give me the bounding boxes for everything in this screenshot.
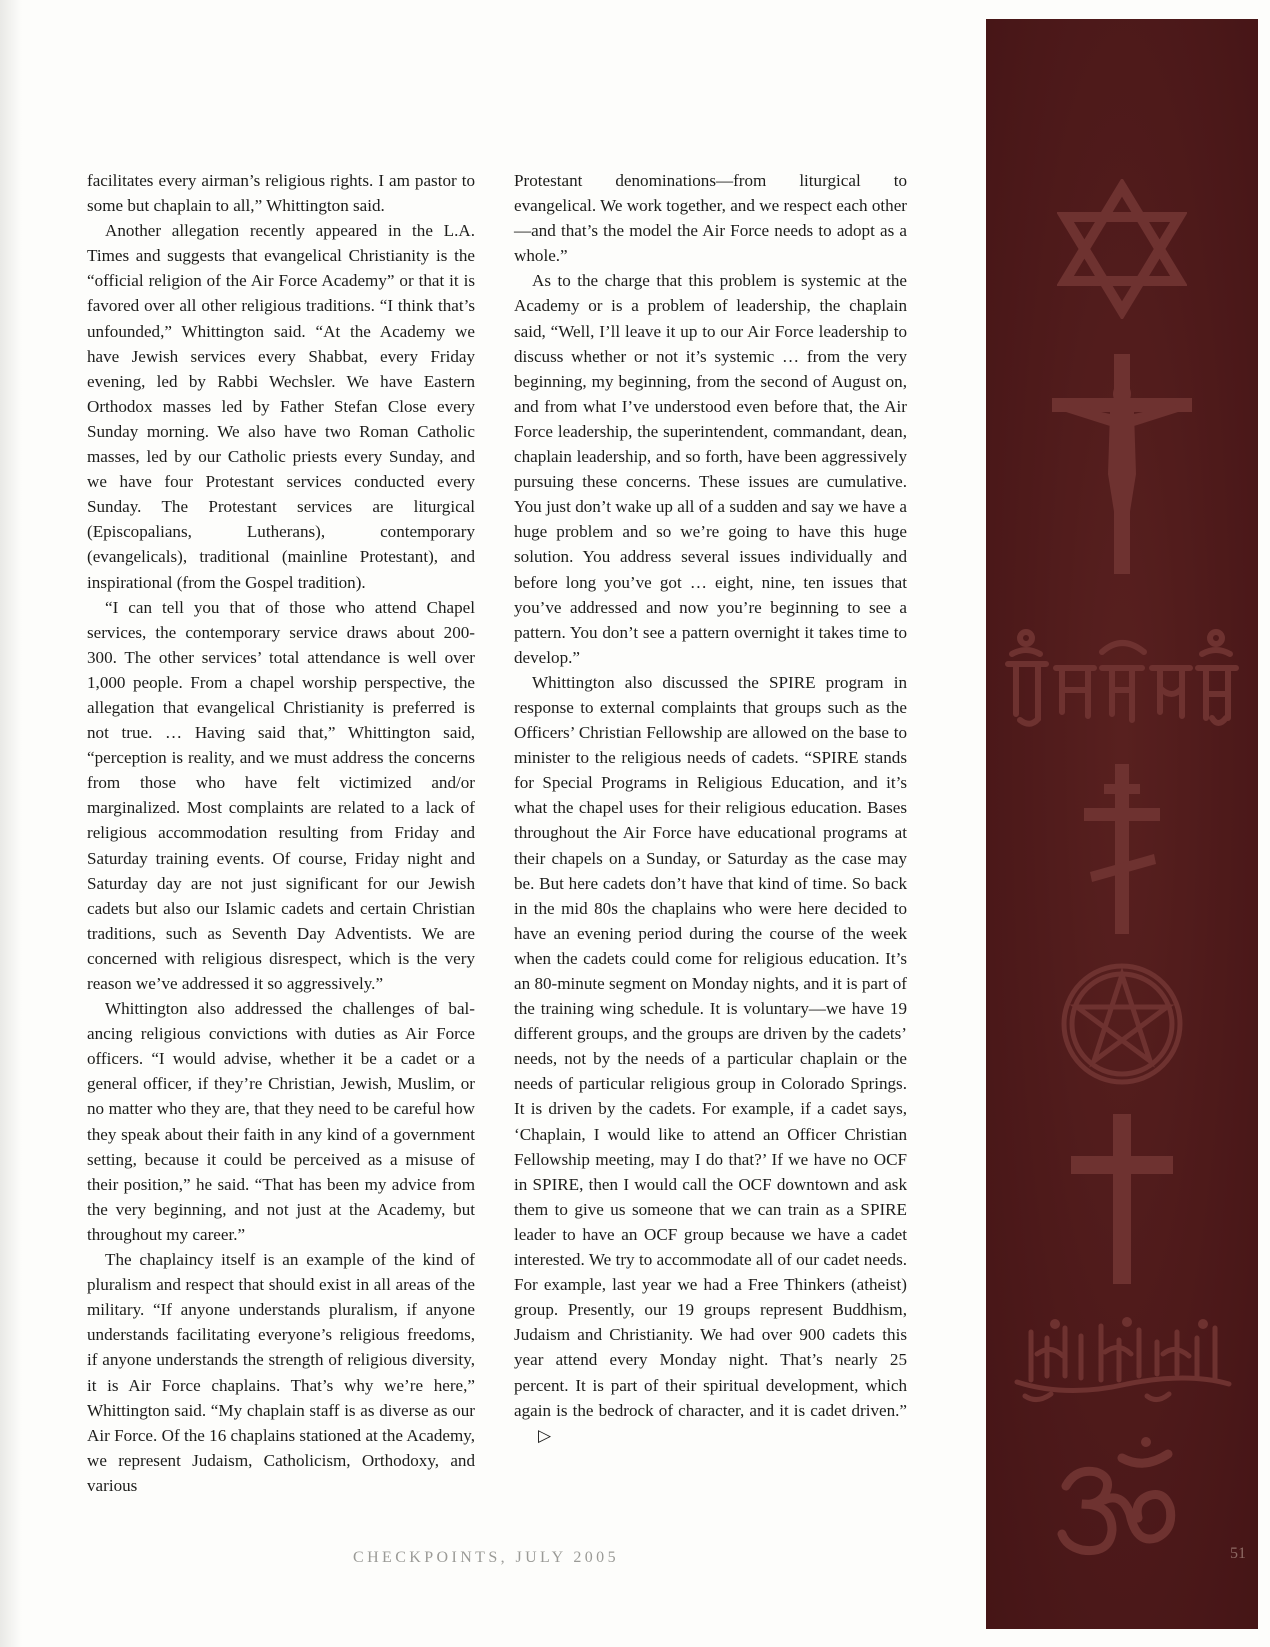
- religious-symbols-sidebar: [986, 19, 1258, 1629]
- article-column-right: [514, 168, 907, 1448]
- running-footer: CHECKPOINTS, JULY 2005: [353, 1549, 619, 1566]
- pentacle-icon: [986, 959, 1258, 1089]
- latin-cross-icon: [986, 1109, 1258, 1289]
- paragraph: The chaplaincy itself is an example of the kind of pluralism and respect that should exist in all areas of the military. “If anyone understands pluralism, if anyone understands facilitating everyone’s religious freedoms, if anyone understands the strength of religious diversity, it is Air Force chaplains. That’s why we’re here,” Whittington said. “My chaplain staff is as diverse as our Air Force. Of the 16 chaplains stationed at the Academy, we represent Judaism, Catholicism, Orthodoxy, and various: [87, 1250, 475, 1495]
- orthodox-cross-icon: [986, 764, 1258, 934]
- crucifix-icon: [986, 349, 1258, 579]
- tibetan-mantra-icon: [986, 619, 1258, 739]
- paragraph: “I can tell you that of those who attend Chapel services, the contemporary service draws about 200-300. The other services’ total attendance is well over 1,000 people. From a chapel worship perspective, the allegation that evangelical Christianity is preferred is not true. … Having said that,” Whittington said, “perception is reality, and we must address the concerns from those who have felt victimized and/or marginalized. Most complaints are related to a lack of religious accommodation resulting from Friday and Saturday training events. Of course, Friday night and Saturday day are not just significant for our Jewish cadets but also our Islamic cadets and certain Christian traditions, such as Seventh Day Adventists. We are concerned with religious disrespect, which is the very reason we’ve addressed it so aggressively.”: [87, 597, 475, 993]
- page-number: 51: [1230, 1545, 1246, 1562]
- paragraph: facilitates every airman’s religious rights. I am pastor to some but chaplain to all,” Whittington said.: [87, 171, 475, 216]
- article-column-left: [87, 168, 475, 1498]
- paragraph: Protestant denominations—from liturgical to evangelical. We work together, and we respect each other—and that’s the model the Air Force needs to adopt as a whole.”: [514, 171, 907, 266]
- paragraph: Another allegation recently appeared in the L.A. Times and suggests that evangelical Christianity is the “official religion of the Air Force Academy” or that it is favored over all other religious traditions. “I think that’s unfounded,” Whittington said. “At the Academy we have Jewish services every Shabbat, every Friday evening, led by Rabbi Wechsler. We have Eastern Orthodox masses led by Father Stefan Close every Sunday morning. We also have two Roman Catholic masses, led by our Catholic priests every Sunday, and we have four Protestant services conducted every Sunday. The Protestant services are liturgical (Episcopalians, Lutherans), contemporary (evangelicals), traditional (mainline Protestant), and inspirational (from the Gospel tradition).: [87, 221, 475, 592]
- paragraph-text: Whittington also discussed the SPIRE program in response to external complaints that groups such as the Officers’ Christian Fellowship are allowed on the base to minister to the religious needs of cadets. “SPIRE stands for Special Programs in Religious Education, and it’s what the chapel uses for their religious education. Bases throughout the Air Force have educational programs at their chapels on a Sunday, or Saturday as the case may be. But here cadets don’t have that kind of time. So back in the mid 80s the chaplains who were here decided to have an evening period during the course of the week when the cadets could come for religious education. It’s an 80-minute segment on Monday nights, and it is part of the training wing schedule. It is voluntary—we have 19 different groups, and the groups are driven by the cadets’ needs, not by the needs of a particular chaplain or the needs of particular religious group in Colorado Springs. It is driven by the cadets. For example, if a cadet says, ‘Chaplain, I would like to attend an Officer Christian Fellowship meeting, may I do that?’ If we have no OCF in SPIRE, then I would call the OCF downtown and ask them to give us someone that we can train as a SPIRE leader to have an OCF group because we have a cadet interested. We try to accommodate all of our cadet needs. For example, last year we had a Free Thinkers (atheist) group. Presently, our 19 groups represent Buddhism, Judaism and Christianity. We had over 900 cadets this year attend every Monday night. That’s nearly 25 percent. It is part of their spiritual development, which again is the bedrock of character, and it is cadet driven.”: [514, 672, 907, 1420]
- bismillah-calligraphy-icon: [986, 1309, 1258, 1409]
- star-of-david-icon: [986, 174, 1258, 324]
- end-of-article-icon: ▷: [538, 1425, 552, 1445]
- paragraph: Whittington also addressed the challenges of balancing religious convictions with duties as Air Force officers. “I would advise, whether it be a cadet or a general officer, if they’re Christian, Jewish, Muslim, or no matter who they are, that they need to be careful how they speak about their faith in any kind of a government setting, because it could be perceived as a misuse of their position,” he said. “That has been my advice from the very beginning, and not just at the Academy, but throughout my career.”: [87, 999, 475, 1244]
- scan-edge-shadow: [0, 0, 22, 1647]
- paragraph: As to the charge that this problem is systemic at the Academy or is a problem of leadership, the chaplain said, “Well, I’ll leave it up to our Air Force leadership to discuss whether or not it’s systemic … from the very beginning, my beginning, from the second of August on, and from what I’ve understood even before that, the Air Force leadership, the superintendent, commandant, dean, chaplain leadership, and so forth, have been aggressively pursuing these concerns. These issues are cumulative. You just don’t wake up all of a sudden and say we have a huge problem and so we’re going to have this huge solution. You address several issues individually and before long you’ve got … eight, nine, ten issues that you’ve addressed and now you’re beginning to see a pattern. You don’t see a pattern overnight it takes time to develop.”: [514, 271, 907, 667]
- paragraph: [514, 670, 907, 1448]
